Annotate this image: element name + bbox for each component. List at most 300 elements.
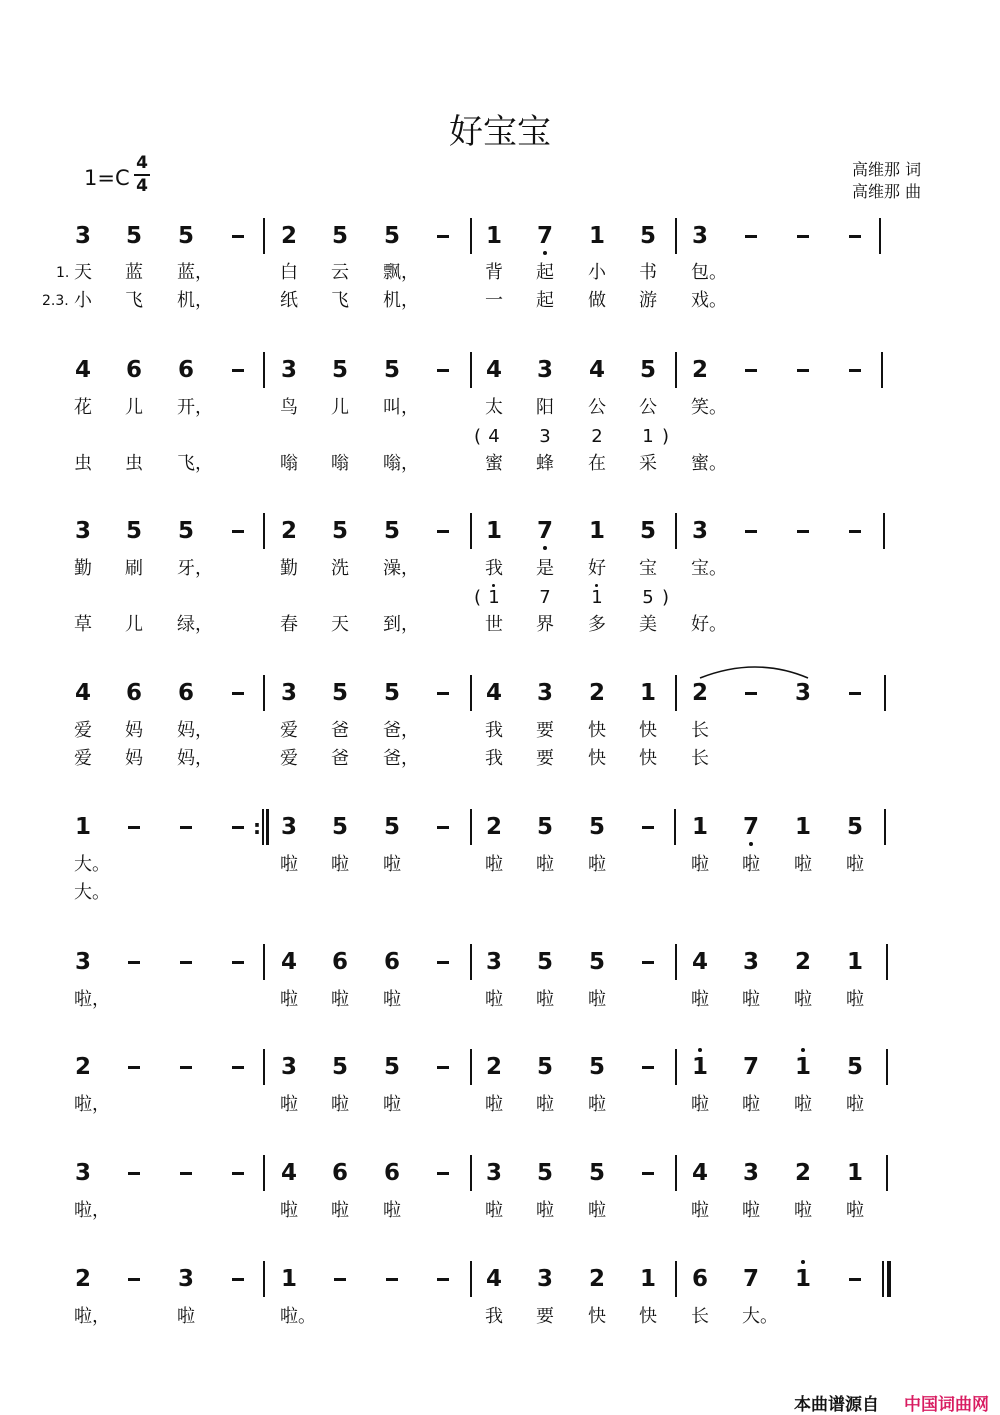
lyric-syllable: 蓝	[177, 262, 195, 283]
lyric-syllable: 云	[331, 262, 349, 283]
comma: ，	[195, 720, 213, 741]
bar-line	[470, 1155, 472, 1191]
comma: ，	[401, 290, 419, 311]
lyric-syllable: 快	[588, 1306, 606, 1327]
note: 2	[74, 1266, 91, 1292]
key-signature: 1=C	[84, 166, 130, 190]
lyric-syllable: 飞	[125, 290, 143, 311]
comma: ，	[92, 1094, 110, 1115]
lyric-syllable: 大	[74, 882, 92, 903]
lyric-syllable: 嗡	[331, 453, 349, 474]
note: 3	[742, 949, 759, 975]
note: 5	[383, 518, 400, 544]
lyric-syllable: 啦	[331, 1200, 349, 1221]
verse-label: 1.	[56, 265, 70, 281]
dash-mark	[334, 1278, 346, 1281]
note: 5	[639, 357, 656, 383]
dash-mark	[745, 235, 757, 238]
lyric-syllable: 妈	[125, 748, 143, 769]
note: 1	[846, 1160, 863, 1186]
comma: ，	[401, 748, 419, 769]
note: 5	[588, 949, 605, 975]
note: 5	[639, 223, 656, 249]
note: 5	[536, 949, 553, 975]
lyric-syllable: 啦	[588, 854, 606, 875]
note: 6	[383, 949, 400, 975]
lyric-syllable: 背	[485, 262, 503, 283]
dash-mark	[232, 1278, 244, 1281]
dash-mark	[437, 369, 449, 372]
period: 。	[760, 1306, 778, 1327]
lyric-syllable: 起	[536, 262, 554, 283]
note: 1	[588, 223, 605, 249]
comma: ，	[401, 558, 419, 579]
period: 。	[709, 558, 727, 579]
lyric-syllable: 大	[74, 854, 92, 875]
bar-line	[263, 1049, 265, 1085]
note: 3	[794, 680, 811, 706]
note: 3	[536, 1266, 553, 1292]
dash-mark	[849, 692, 861, 695]
bar-line	[470, 218, 472, 254]
lyric-syllable: 天	[331, 614, 349, 635]
note: 5	[331, 680, 348, 706]
song-title: 好宝宝	[449, 112, 551, 152]
period: 。	[709, 290, 727, 311]
period: 。	[92, 882, 110, 903]
lyric-syllable: 长	[691, 720, 709, 741]
dash-mark	[128, 1066, 140, 1069]
comma: ，	[401, 397, 419, 418]
note: 5	[331, 223, 348, 249]
comma: ，	[195, 614, 213, 635]
lyric-syllable: 蜂	[536, 453, 554, 474]
lyric-syllable: 春	[280, 614, 298, 635]
note: 1	[74, 814, 91, 840]
repeat-dots: :	[253, 815, 261, 839]
period: 。	[709, 262, 727, 283]
comma: ，	[195, 262, 213, 283]
dash-mark	[232, 530, 244, 533]
note: 3	[536, 357, 553, 383]
note: 4	[485, 357, 502, 383]
lyric-syllable: 啦	[742, 1094, 760, 1115]
lyric-syllable: 在	[588, 453, 606, 474]
note: 3	[691, 518, 708, 544]
bar-line	[886, 944, 888, 980]
lyric-syllable: 啦	[331, 854, 349, 875]
note: 1	[691, 814, 708, 840]
dash-mark	[437, 1278, 449, 1281]
bar-line	[263, 944, 265, 980]
dash-mark	[180, 1066, 192, 1069]
note: 2	[280, 518, 297, 544]
note: 5	[588, 1054, 605, 1080]
lyric-syllable: 爱	[74, 720, 92, 741]
note: 2	[794, 1160, 811, 1186]
lyric-syllable: 啦	[383, 1094, 401, 1115]
note: 5	[125, 223, 142, 249]
note: 5	[588, 1160, 605, 1186]
low-octave-dot	[543, 546, 547, 550]
lyric-syllable: 啦	[280, 989, 298, 1010]
note: 3	[74, 518, 91, 544]
period: 。	[709, 453, 727, 474]
lyric-syllable: 爸	[331, 748, 349, 769]
note: 4	[74, 680, 91, 706]
lyric-syllable: 啦	[383, 989, 401, 1010]
lyric-syllable: 我	[485, 1306, 503, 1327]
lyric-syllable: 啦	[74, 1200, 92, 1221]
alt-note: 7	[539, 587, 551, 608]
bar-line	[470, 809, 472, 845]
lyric-syllable: 啦	[691, 854, 709, 875]
lyric-syllable: 啦	[794, 989, 812, 1010]
bar-line	[263, 1261, 265, 1297]
dash-mark	[849, 1278, 861, 1281]
note: 5	[846, 814, 863, 840]
note: 2	[691, 357, 708, 383]
comma: ，	[401, 720, 419, 741]
lyric-syllable: 爸	[331, 720, 349, 741]
lyric-syllable: 爸	[383, 748, 401, 769]
note: 1	[846, 949, 863, 975]
lyric-syllable: 快	[639, 720, 657, 741]
lyric-syllable: 长	[691, 748, 709, 769]
lyric-syllable: 爱	[74, 748, 92, 769]
dash-mark	[642, 826, 654, 829]
lyric-syllable: 爱	[280, 720, 298, 741]
lyric-syllable: 小	[588, 262, 606, 283]
note: 5	[331, 357, 348, 383]
lyric-syllable: 牙	[177, 558, 195, 579]
lyric-syllable: 快	[639, 1306, 657, 1327]
note: 1	[280, 1266, 297, 1292]
note: 3	[485, 1160, 502, 1186]
lyric-syllable: 啦	[536, 1094, 554, 1115]
lyric-syllable: 绿	[177, 614, 195, 635]
lyric-syllable: 我	[485, 558, 503, 579]
lyric-syllable: 啦	[691, 1094, 709, 1115]
lyric-syllable: 刷	[125, 558, 143, 579]
lyric-syllable: 鸟	[280, 397, 298, 418]
lyric-syllable: 啦	[485, 854, 503, 875]
note: 5	[331, 518, 348, 544]
note: 5	[846, 1054, 863, 1080]
note: 1	[485, 223, 502, 249]
final-bar-thin	[882, 1261, 884, 1297]
alt-high-dot	[492, 584, 495, 587]
alt-close-paren: )	[662, 587, 670, 608]
comma: ，	[92, 989, 110, 1010]
dash-mark	[437, 961, 449, 964]
comma: ，	[195, 748, 213, 769]
lyric-syllable: 快	[639, 748, 657, 769]
note: 6	[691, 1266, 708, 1292]
verse-label: 2.3.	[42, 293, 69, 309]
lyric-syllable: 啦	[846, 854, 864, 875]
lyric-syllable: 公	[639, 397, 657, 418]
comma: ，	[195, 397, 213, 418]
lyric-syllable: 到	[383, 614, 401, 635]
note: 4	[485, 680, 502, 706]
note: 1	[794, 1054, 811, 1080]
lyric-syllable: 阳	[536, 397, 554, 418]
note: 7	[742, 1266, 759, 1292]
lyric-syllable: 快	[588, 748, 606, 769]
lyric-syllable: 蜜	[691, 453, 709, 474]
alt-note: 4	[488, 426, 500, 447]
note: 5	[383, 814, 400, 840]
lyricist-credit: 高维那 词	[852, 160, 922, 179]
lyric-syllable: 啦	[331, 989, 349, 1010]
dash-mark	[180, 961, 192, 964]
lyric-syllable: 要	[536, 748, 554, 769]
lyric-syllable: 啦	[280, 854, 298, 875]
dash-mark	[437, 826, 449, 829]
final-bar-thick	[887, 1261, 891, 1297]
dash-mark	[232, 1066, 244, 1069]
time-signature-bottom: 4	[136, 176, 148, 196]
note: 1	[485, 518, 502, 544]
bar-line	[470, 944, 472, 980]
dash-mark	[232, 826, 244, 829]
note: 2	[485, 1054, 502, 1080]
lyric-syllable: 草	[74, 614, 92, 635]
dash-mark	[232, 369, 244, 372]
bar-line	[263, 352, 265, 388]
dash-mark	[128, 1172, 140, 1175]
lyric-syllable: 嗡	[280, 453, 298, 474]
alt-note: 3	[539, 426, 551, 447]
dash-mark	[642, 1172, 654, 1175]
note: 2	[485, 814, 502, 840]
note: 6	[331, 949, 348, 975]
lyric-syllable: 啦	[280, 1306, 298, 1327]
note: 3	[280, 1054, 297, 1080]
dash-mark	[437, 1066, 449, 1069]
dash-mark	[437, 1172, 449, 1175]
period: 。	[709, 614, 727, 635]
lyric-syllable: 飞	[331, 290, 349, 311]
dash-mark	[128, 1278, 140, 1281]
lyric-syllable: 妈	[125, 720, 143, 741]
bar-line	[886, 1049, 888, 1085]
lyric-syllable: 是	[536, 558, 554, 579]
note: 5	[588, 814, 605, 840]
note: 2	[794, 949, 811, 975]
note: 5	[383, 680, 400, 706]
dash-mark	[745, 692, 757, 695]
alt-close-paren: )	[662, 426, 670, 447]
lyric-syllable: 啦	[74, 1094, 92, 1115]
note: 4	[280, 1160, 297, 1186]
note: 3	[74, 1160, 91, 1186]
lyric-syllable: 太	[485, 397, 503, 418]
lyric-syllable: 啦	[742, 1200, 760, 1221]
dash-mark	[797, 530, 809, 533]
note: 2	[691, 680, 708, 706]
dash-mark	[128, 961, 140, 964]
note: 3	[280, 357, 297, 383]
lyric-syllable: 爸	[383, 720, 401, 741]
lyric-syllable: 啦	[846, 1094, 864, 1115]
bar-line	[884, 675, 886, 711]
lyric-syllable: 要	[536, 720, 554, 741]
lyric-syllable: 长	[691, 1306, 709, 1327]
lyric-syllable: 啦	[588, 1094, 606, 1115]
time-signature-top: 4	[136, 153, 148, 173]
lyric-syllable: 纸	[280, 290, 298, 311]
lyric-syllable: 啦	[846, 1200, 864, 1221]
lyric-syllable: 我	[485, 748, 503, 769]
note: 5	[383, 357, 400, 383]
lyric-syllable: 采	[639, 453, 657, 474]
lyric-syllable: 啦	[74, 989, 92, 1010]
lyric-syllable: 啦	[485, 1200, 503, 1221]
note: 1	[588, 518, 605, 544]
lyric-syllable: 好	[588, 558, 606, 579]
lyric-syllable: 儿	[331, 397, 349, 418]
note: 2	[588, 1266, 605, 1292]
lyric-syllable: 啦	[794, 854, 812, 875]
lyric-syllable: 起	[536, 290, 554, 311]
bar-line	[881, 352, 883, 388]
bar-line	[883, 513, 885, 549]
lyric-syllable: 蜜	[485, 453, 503, 474]
alt-note: 2	[591, 426, 603, 447]
dash-mark	[849, 235, 861, 238]
bar-line	[675, 1155, 677, 1191]
lyric-syllable: 大	[742, 1306, 760, 1327]
lyric-syllable: 爱	[280, 748, 298, 769]
note: 5	[383, 223, 400, 249]
note: 4	[74, 357, 91, 383]
note: 1	[691, 1054, 708, 1080]
bar-line	[675, 675, 677, 711]
alt-note: 1	[642, 426, 654, 447]
note: 3	[74, 949, 91, 975]
lyric-syllable: 小	[74, 290, 92, 311]
comma: ，	[195, 290, 213, 311]
dash-mark	[437, 692, 449, 695]
alt-note: 1	[591, 587, 603, 608]
note: 3	[536, 680, 553, 706]
lyric-syllable: 世	[485, 614, 503, 635]
note: 6	[383, 1160, 400, 1186]
bar-line	[675, 1261, 677, 1297]
slur-arc	[696, 662, 816, 682]
comma: ，	[401, 614, 419, 635]
dash-mark	[232, 235, 244, 238]
comma: ，	[401, 262, 419, 283]
note: 4	[485, 1266, 502, 1292]
note: 3	[177, 1266, 194, 1292]
lyric-syllable: 包	[691, 262, 709, 283]
bar-line	[675, 1049, 677, 1085]
lyric-syllable: 花	[74, 397, 92, 418]
note: 4	[691, 1160, 708, 1186]
note: 6	[331, 1160, 348, 1186]
lyric-syllable: 嗡	[383, 453, 401, 474]
note: 5	[177, 223, 194, 249]
source-label: 本曲谱源自	[794, 1395, 879, 1415]
lyric-syllable: 啦	[794, 1094, 812, 1115]
note: 7	[536, 518, 553, 544]
bar-line	[470, 1049, 472, 1085]
lyric-syllable: 啦	[177, 1306, 195, 1327]
note: 4	[588, 357, 605, 383]
high-octave-dot	[801, 1260, 805, 1264]
lyric-syllable: 做	[588, 290, 606, 311]
note: 2	[280, 223, 297, 249]
bar-line	[263, 675, 265, 711]
dash-mark	[180, 1172, 192, 1175]
low-octave-dot	[543, 251, 547, 255]
lyric-syllable: 啦	[588, 1200, 606, 1221]
lyric-syllable: 啦	[742, 989, 760, 1010]
dash-mark	[797, 235, 809, 238]
dash-mark	[128, 826, 140, 829]
dash-mark	[386, 1278, 398, 1281]
comma: ，	[195, 453, 213, 474]
lyric-syllable: 叫	[383, 397, 401, 418]
dash-mark	[745, 369, 757, 372]
note: 5	[125, 518, 142, 544]
dash-mark	[232, 961, 244, 964]
comma: ，	[92, 1200, 110, 1221]
lyric-syllable: 啦	[485, 1094, 503, 1115]
note: 2	[74, 1054, 91, 1080]
lyric-syllable: 笑	[691, 397, 709, 418]
dash-mark	[849, 369, 861, 372]
note: 5	[536, 1160, 553, 1186]
lyric-syllable: 啦	[383, 1200, 401, 1221]
lyric-syllable: 天	[74, 262, 92, 283]
lyric-syllable: 儿	[125, 397, 143, 418]
note: 1	[794, 814, 811, 840]
lyric-syllable: 啦	[691, 989, 709, 1010]
lyric-syllable: 勤	[74, 558, 92, 579]
note: 6	[177, 680, 194, 706]
note: 3	[280, 814, 297, 840]
lyric-syllable: 虫	[74, 453, 92, 474]
period: 。	[709, 397, 727, 418]
bar-line	[470, 352, 472, 388]
note: 2	[588, 680, 605, 706]
bar-line	[470, 675, 472, 711]
note: 3	[691, 223, 708, 249]
note: 5	[383, 1054, 400, 1080]
note: 5	[177, 518, 194, 544]
note: 6	[177, 357, 194, 383]
alt-note: 1	[488, 587, 500, 608]
period: 。	[298, 1306, 316, 1327]
lyric-syllable: 啦	[588, 989, 606, 1010]
lyric-syllable: 宝	[691, 558, 709, 579]
comma: ，	[195, 558, 213, 579]
lyric-syllable: 公	[588, 397, 606, 418]
lyric-syllable: 妈	[177, 748, 195, 769]
lyric-syllable: 妈	[177, 720, 195, 741]
comma: ，	[92, 1306, 110, 1327]
bar-line	[470, 513, 472, 549]
lyric-syllable: 蓝	[125, 262, 143, 283]
dash-mark	[745, 530, 757, 533]
note: 5	[639, 518, 656, 544]
note: 3	[280, 680, 297, 706]
dash-mark	[849, 530, 861, 533]
